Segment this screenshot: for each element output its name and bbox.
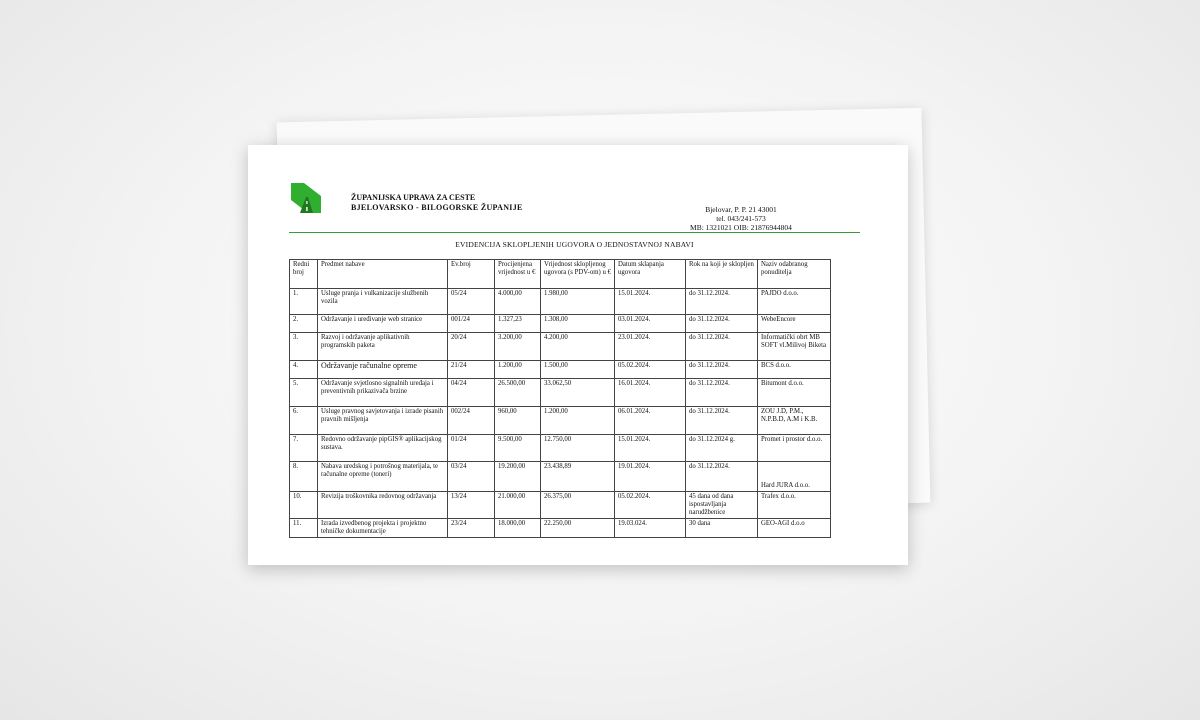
column-header: Redni broj: [290, 260, 318, 289]
cell-date: 23.01.2024.: [615, 333, 686, 361]
cell-term: do 31.12.2024.: [686, 315, 758, 333]
cell-date: 03.01.2024.: [615, 315, 686, 333]
address-block: [666, 205, 816, 232]
cell-ev: 01/24: [448, 435, 495, 462]
cell-term: do 31.12.2024 g.: [686, 435, 758, 462]
column-header: Datum sklapanja ugovora: [615, 260, 686, 289]
cell-subject: Održavanje i uređivanje web stranice: [318, 315, 448, 333]
cell-supplier: BCS d.o.o.: [758, 361, 831, 379]
cell-no: 10.: [290, 492, 318, 519]
table-row: [290, 407, 831, 435]
cell-ev: 23/24: [448, 519, 495, 538]
cell-term: 30 dana: [686, 519, 758, 538]
column-header: Vrijednost sklopljenog ugovora (s PDV-om) u €: [541, 260, 615, 289]
table-row: [290, 315, 831, 333]
cell-date: 15.01.2024.: [615, 435, 686, 462]
cell-no: 5.: [290, 379, 318, 407]
cell-estimated: 960,00: [495, 407, 541, 435]
cell-term: 45 dana od dana ispostavljanja narudžbenice: [686, 492, 758, 519]
cell-ev: 05/24: [448, 289, 495, 315]
cell-subject: Nabava uredskog i potrošnog materijala, te računalne opreme (toneri): [318, 462, 448, 492]
cell-term: do 31.12.2024.: [686, 361, 758, 379]
cell-no: 2.: [290, 315, 318, 333]
cell-no: 11.: [290, 519, 318, 538]
cell-supplier: ZOU J.D, P.M., N.P.B.D, A.M i K.B.: [758, 407, 831, 435]
cell-no: 3.: [290, 333, 318, 361]
column-header: Procijenjena vrijednost u €: [495, 260, 541, 289]
cell-term: do 31.12.2024.: [686, 289, 758, 315]
table-row: [290, 435, 831, 462]
cell-no: 4.: [290, 361, 318, 379]
table-row: [290, 462, 831, 492]
cell-subject: Izrada izvedbenog projekta i projektno tehničke dokumentacije: [318, 519, 448, 538]
table-row: [290, 333, 831, 361]
cell-supplier: Informatički obrt MB SOFT vl.Milivoj Biketa: [758, 333, 831, 361]
cell-subject: Usluge pranja i vulkanizacije službenih vozila: [318, 289, 448, 315]
cell-ev: 13/24: [448, 492, 495, 519]
cell-estimated: 3.200,00: [495, 333, 541, 361]
organization-name: [351, 193, 523, 213]
address-line-1: Bjelovar, P. P. 21 43001: [705, 205, 777, 214]
cell-date: 16.01.2024.: [615, 379, 686, 407]
cell-date: 15.01.2024.: [615, 289, 686, 315]
cell-contract: 4.200,00: [541, 333, 615, 361]
cell-estimated: 26.500,00: [495, 379, 541, 407]
cell-ev: 20/24: [448, 333, 495, 361]
contracts-table: [289, 259, 831, 538]
cell-subject: Redovno održavanje pipGIS® aplikacijskog sustava.: [318, 435, 448, 462]
cell-term: do 31.12.2024.: [686, 407, 758, 435]
cell-contract: 23.438,89: [541, 462, 615, 492]
cell-supplier: GEO-AGI d.o.o: [758, 519, 831, 538]
cell-date: 19.03.024.: [615, 519, 686, 538]
cell-date: 06.01.2024.: [615, 407, 686, 435]
cell-contract: 12.750,00: [541, 435, 615, 462]
table-row: [290, 519, 831, 538]
cell-term: do 31.12.2024.: [686, 462, 758, 492]
header-divider: [289, 232, 860, 233]
cell-contract: 1.308,00: [541, 315, 615, 333]
cell-date: 19.01.2024.: [615, 462, 686, 492]
column-header: Rok na koji je sklopljen: [686, 260, 758, 289]
table-row: [290, 492, 831, 519]
cell-supplier: WebeEncore: [758, 315, 831, 333]
cell-subject: Razvoj i održavanje aplikativnih programskih paketa: [318, 333, 448, 361]
cell-estimated: 4.000,00: [495, 289, 541, 315]
cell-date: 05.02.2024.: [615, 492, 686, 519]
document-page: [248, 145, 908, 565]
document-title: EVIDENCIJA SKLOPLJENIH UGOVORA O JEDNOSTAVNOJ NABAVI: [455, 240, 694, 249]
table-row: [290, 379, 831, 407]
cell-contract: 1.200,00: [541, 407, 615, 435]
cell-estimated: 21.000,00: [495, 492, 541, 519]
cell-contract: 1.500,00: [541, 361, 615, 379]
cell-supplier: Promet i prostor d.o.o.: [758, 435, 831, 462]
cell-no: 8.: [290, 462, 318, 492]
cell-estimated: 1.200,00: [495, 361, 541, 379]
cell-contract: 22.250,00: [541, 519, 615, 538]
cell-estimated: 1.327,23: [495, 315, 541, 333]
column-header: Predmet nabave: [318, 260, 448, 289]
table-row: [290, 289, 831, 315]
cell-subject: Revizija troškovnika redovnog održavanja: [318, 492, 448, 519]
cell-supplier: Bitumont d.o.o.: [758, 379, 831, 407]
cell-supplier: Hard JURA d.o.o.: [758, 462, 831, 492]
cell-estimated: 9.500,00: [495, 435, 541, 462]
cell-term: do 31.12.2024.: [686, 379, 758, 407]
address-line-2: tel. 043/241-573: [716, 214, 766, 223]
cell-ev: 04/24: [448, 379, 495, 407]
table-header-row: [290, 260, 831, 289]
cell-date: 05.02.2024.: [615, 361, 686, 379]
table-row: [290, 361, 831, 379]
org-line-1: ŽUPANIJSKA UPRAVA ZA CESTE: [351, 193, 476, 202]
cell-no: 1.: [290, 289, 318, 315]
cell-supplier: Trafex d.o.o.: [758, 492, 831, 519]
cell-ev: 21/24: [448, 361, 495, 379]
org-line-2: BJELOVARSKO - BILOGORSKE ŽUPANIJE: [351, 203, 523, 212]
cell-estimated: 18.000,00: [495, 519, 541, 538]
cell-contract: 1.980,00: [541, 289, 615, 315]
column-header: Naziv odabranog ponuditelja: [758, 260, 831, 289]
cell-contract: 33.062,50: [541, 379, 615, 407]
cell-no: 7.: [290, 435, 318, 462]
cell-ev: 03/24: [448, 462, 495, 492]
cell-subject: Usluge pravnog savjetovanja i izrade pisanih pravnih mišljenja: [318, 407, 448, 435]
column-header: Ev.broj: [448, 260, 495, 289]
cell-estimated: 19.200,00: [495, 462, 541, 492]
cell-subject: Održavanje svjetlosno signalnih uređaja i preventivnih prikazivača brzine: [318, 379, 448, 407]
road-logo-icon: [291, 183, 321, 213]
cell-subject: Održavanje računalne opreme: [318, 361, 448, 379]
address-line-3: MB: 1321021 OIB: 21876944804: [690, 223, 792, 232]
cell-no: 6.: [290, 407, 318, 435]
cell-term: do 31.12.2024.: [686, 333, 758, 361]
cell-supplier: PAJDO d.o.o.: [758, 289, 831, 315]
cell-ev: 002/24: [448, 407, 495, 435]
cell-ev: 001/24: [448, 315, 495, 333]
cell-contract: 26.375,00: [541, 492, 615, 519]
